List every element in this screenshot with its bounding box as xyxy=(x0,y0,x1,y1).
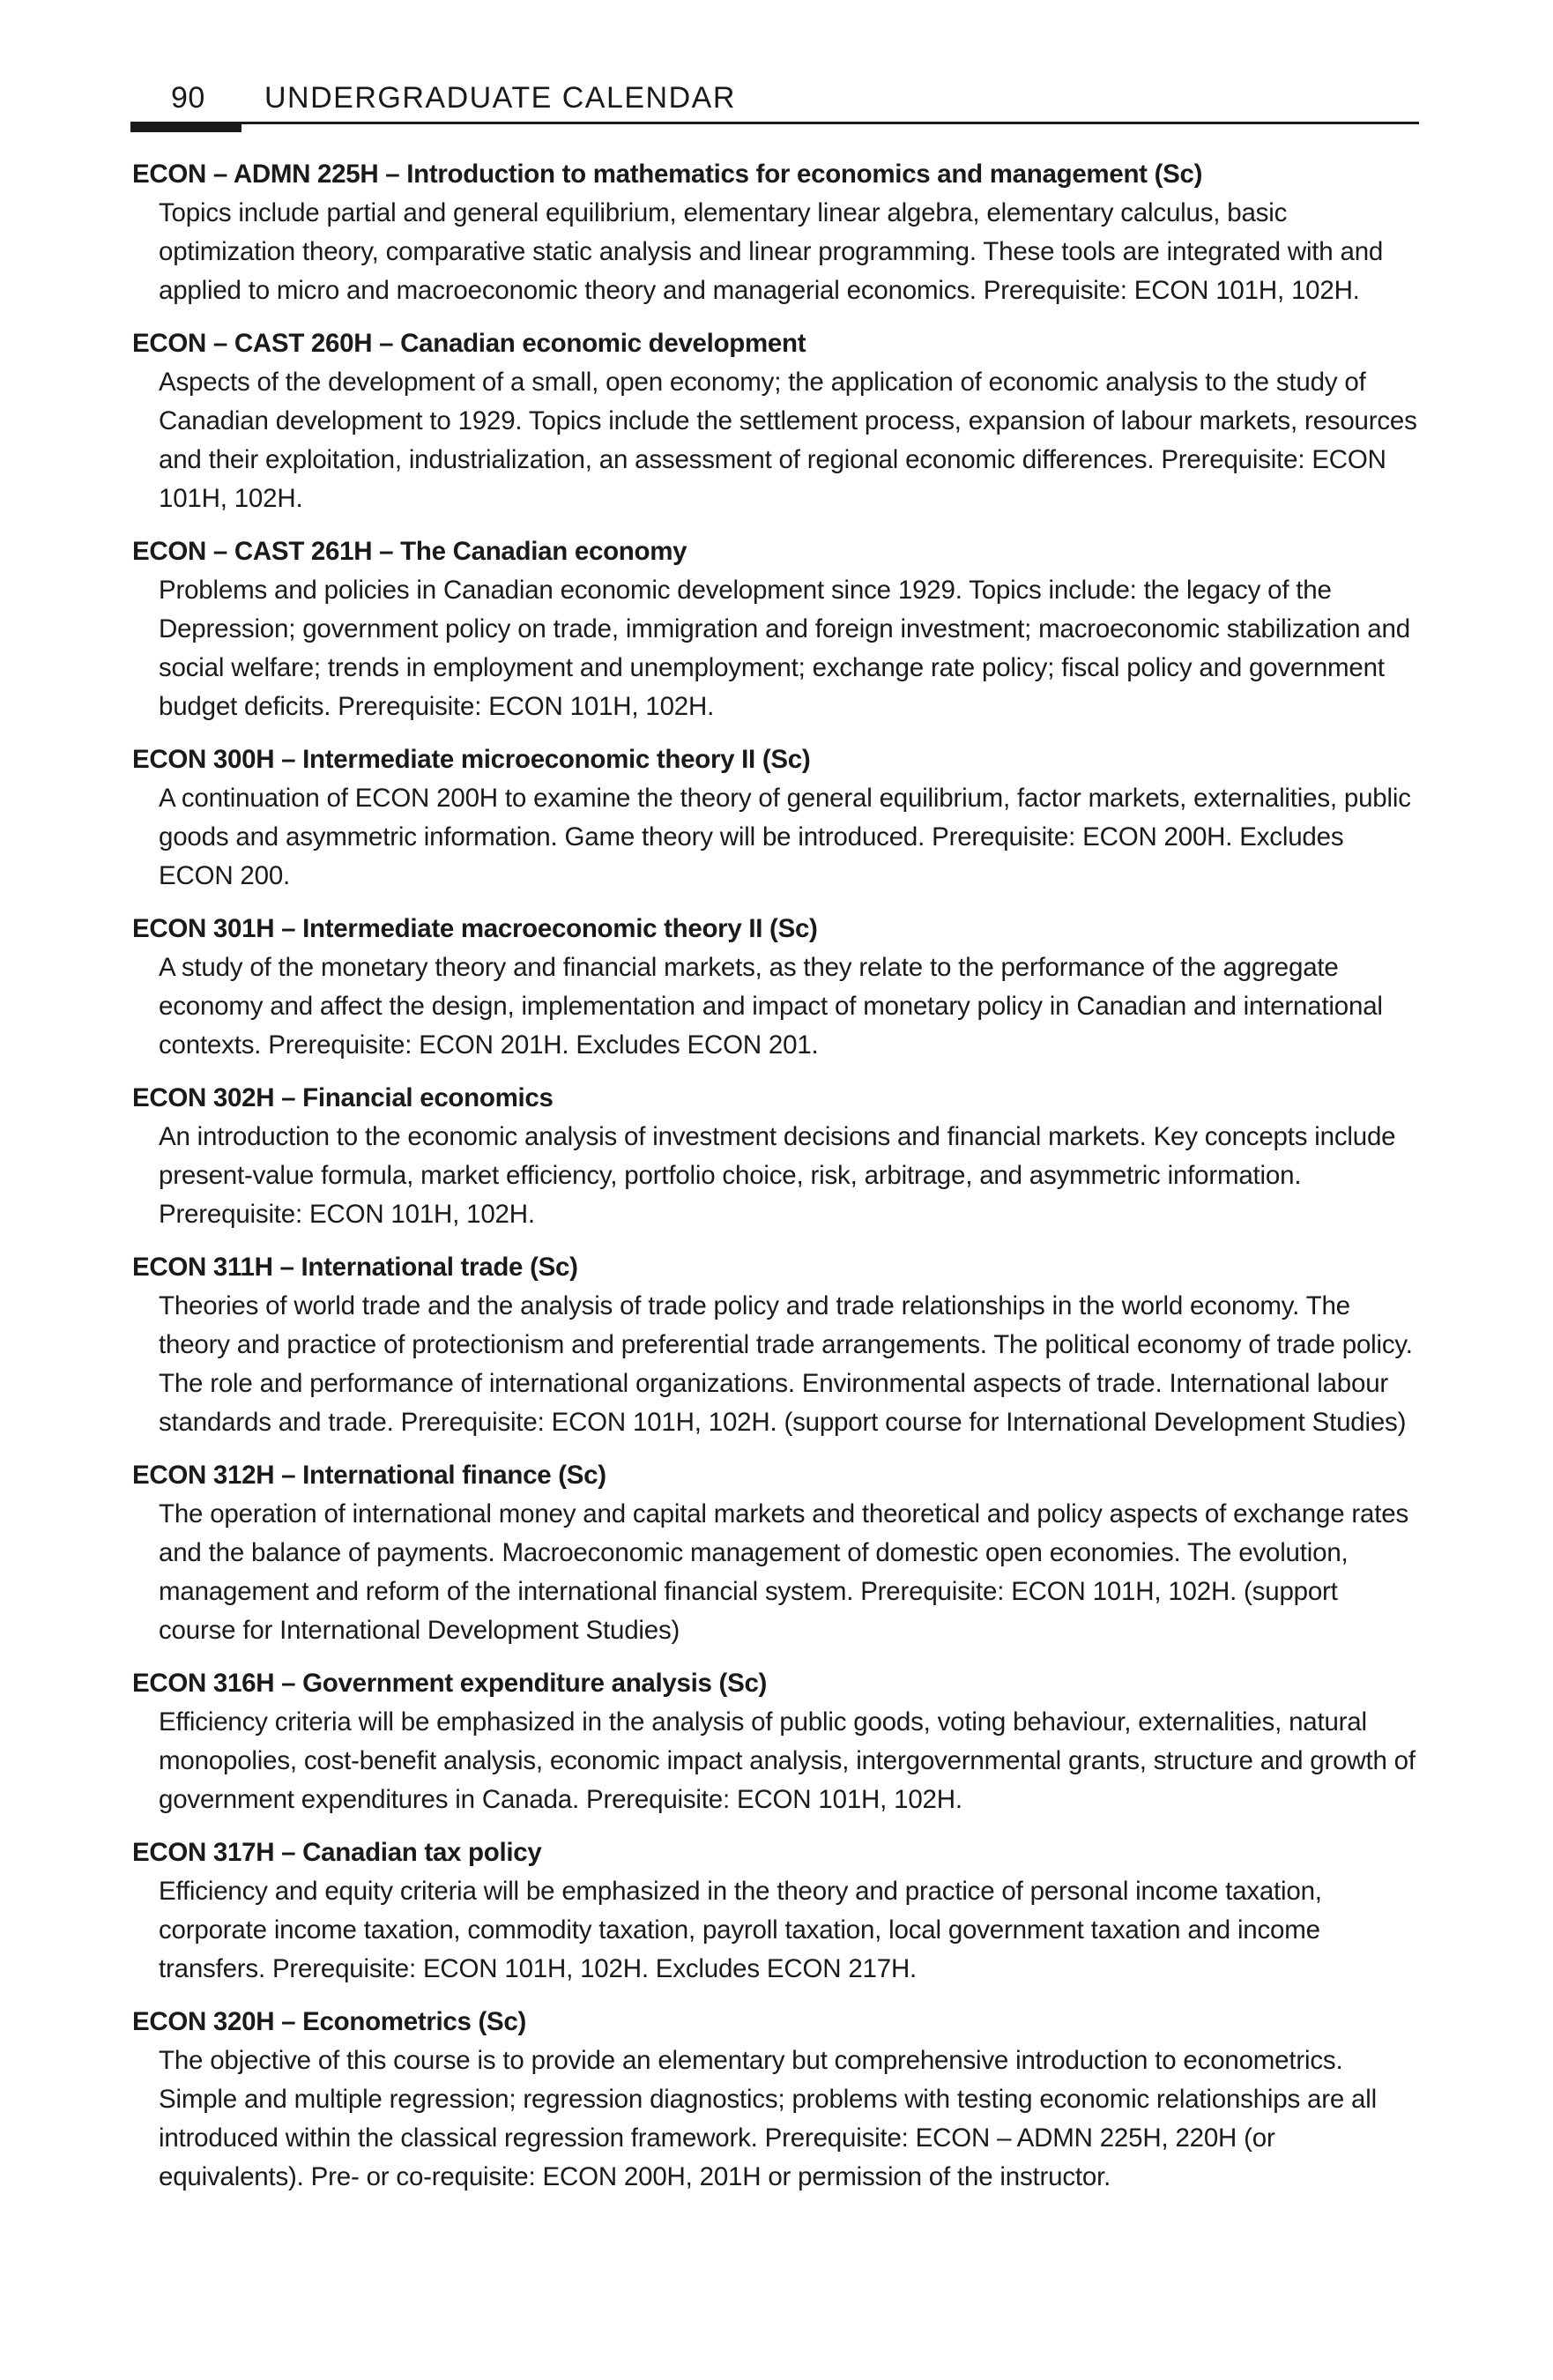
page-header xyxy=(130,79,1419,132)
course-description: Problems and policies in Canadian economic development since 1929. Topics include: the legacy of the Depression; government policy on trade, immigration and foreign investment; macroeconomic stabilization and social welfare; trends in employment and unemployment; exchange rate policy; fiscal policy and government budget deficits. Prerequisite: ECON 101H, 102H. xyxy=(159,576,1410,721)
course-title: ECON – CAST 261H – The Canadian economy xyxy=(132,537,687,566)
running-title: UNDERGRADUATE CALENDAR xyxy=(264,81,736,115)
course-description: A continuation of ECON 200H to examine the theory of general equilibrium, factor markets, externalities, public goods and asymmetric information. Game theory will be introduced. Prerequisite: ECON 200H. Excludes ECON 200. xyxy=(159,784,1411,890)
course-title: ECON 316H – Government expenditure analysis (Sc) xyxy=(132,1669,768,1698)
course-title: ECON – CAST 260H – Canadian economic development xyxy=(132,329,806,358)
header-tab-bar xyxy=(130,122,241,132)
course-entry xyxy=(132,1664,1419,1819)
course-list xyxy=(132,155,1419,2211)
course-entry xyxy=(132,324,1419,518)
course-title: ECON – ADMN 225H – Introduction to mathematics for economics and management (Sc) xyxy=(132,160,1203,189)
course-description: Efficiency and equity criteria will be emphasized in the theory and practice of personal income taxation, corporate income taxation, commodity taxation, payroll taxation, local government taxation and income transfers. Prerequisite: ECON 101H, 102H. Excludes ECON 217H. xyxy=(159,1877,1322,1983)
course-description: Aspects of the development of a small, open economy; the application of economic analysis to the study of Canadian development to 1929. Topics include the settlement process, expansion of labour markets, resources and their exploitation, industrialization, an assessment of regional economic differences. Prerequisite: ECON 101H, 102H. xyxy=(159,368,1417,513)
course-description: A study of the monetary theory and financial markets, as they relate to the performance of the aggregate economy and affect the design, implementation and impact of monetary policy in Canadian and international contexts. Prerequisite: ECON 201H. Excludes ECON 201. xyxy=(159,953,1383,1060)
course-entry xyxy=(132,155,1419,310)
course-entry xyxy=(132,1833,1419,1989)
course-description: An introduction to the economic analysis of investment decisions and financial markets. Key concepts include present-value formula, market efficiency, portfolio choice, risk, arbitrage, and asymmetric information. Prerequisite: ECON 101H, 102H. xyxy=(159,1122,1396,1229)
course-title: ECON 312H – International finance (Sc) xyxy=(132,1461,606,1490)
course-title: ECON 320H – Econometrics (Sc) xyxy=(132,2007,527,2036)
course-title: ECON 301H – Intermediate macroeconomic theory II (Sc) xyxy=(132,914,818,943)
page-number: 90 xyxy=(171,81,205,115)
course-title: ECON 300H – Intermediate microeconomic theory II (Sc) xyxy=(132,745,811,774)
course-description: Topics include partial and general equilibrium, elementary linear algebra, elementary calculus, basic optimization theory, comparative static analysis and linear programming. These tools are integrated with and applied to micro and macroeconomic theory and managerial economics. Prerequisite: ECON 101H, 102H. xyxy=(159,198,1384,305)
course-entry xyxy=(132,2003,1419,2197)
course-description: Theories of world trade and the analysis of trade policy and trade relationships in the world economy. The theory and practice of protectionism and preferential trade arrangements. The political economy of trade policy. The role and performance of international organizations. Environmental aspects of trade. International labour standards and trade. Prerequisite: ECON 101H, 102H. (support course for International Development Studies) xyxy=(159,1291,1413,1437)
course-entry xyxy=(132,910,1419,1065)
header-rule xyxy=(130,122,1419,124)
course-entry xyxy=(132,532,1419,726)
course-entry xyxy=(132,1248,1419,1442)
course-description: The operation of international money and capital markets and theoretical and policy aspects of exchange rates and the balance of payments. Macroeconomic management of domestic open economies. The evolution, management and reform of the international financial system. Prerequisite: ECON 101H, 102H. (support course for International Development Studies) xyxy=(159,1499,1409,1645)
course-description: Efficiency criteria will be emphasized in the analysis of public goods, voting behaviour, externalities, natural monopolies, cost-benefit analysis, economic impact analysis, intergovernmental grants, structure and growth of government expenditures in Canada. Prerequisite: ECON 101H, 102H. xyxy=(159,1707,1416,1814)
course-title: ECON 311H – International trade (Sc) xyxy=(132,1253,578,1282)
course-entry xyxy=(132,1079,1419,1234)
course-entry xyxy=(132,740,1419,896)
course-entry xyxy=(132,1456,1419,1650)
course-title: ECON 317H – Canadian tax policy xyxy=(132,1838,542,1867)
course-title: ECON 302H – Financial economics xyxy=(132,1083,554,1112)
course-description: The objective of this course is to provide an elementary but comprehensive introduction to econometrics. Simple and multiple regression; regression diagnostics; problems with testing economic relationships are all introduced within the classical regression framework. Prerequisite: ECON – ADMN 225H, 220H (or equivalents). Pre- or co-requisite: ECON 200H, 201H or permission of the instructor. xyxy=(159,2046,1377,2191)
